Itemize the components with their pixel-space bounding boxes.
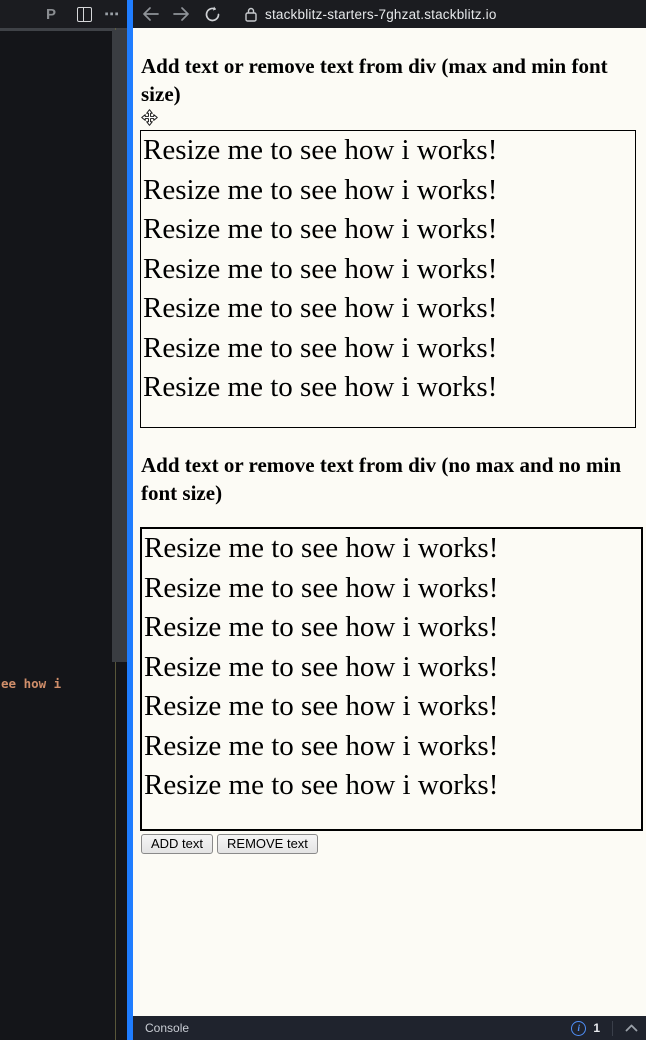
console-separator (612, 1021, 613, 1036)
lock-icon[interactable] (243, 0, 259, 28)
split-panel-glyph (77, 7, 92, 22)
section-heading-nolimit: Add text or remove text from div (no max and no min font size) (141, 453, 622, 505)
resize-text-line: Resize me to see how i works! (144, 729, 499, 762)
code-fragment: ee how i (1, 676, 62, 691)
chevron-up-icon[interactable] (625, 1024, 638, 1032)
editor-top-separator (0, 28, 127, 31)
resize-text-line: Resize me to see how i works! (144, 690, 499, 722)
browser-toolbar (0, 0, 646, 28)
resize-text-line: Resize me to see how i works! (143, 213, 498, 245)
resize-text-line: Resize me to see how i works! (143, 173, 498, 206)
split-panel-icon[interactable] (75, 0, 93, 28)
more-options-icon[interactable]: ⋯ (104, 6, 120, 23)
resizable-div-nolimit[interactable] (140, 527, 643, 831)
move-cursor-icon (141, 109, 158, 126)
address-bar-url[interactable]: stackblitz-starters-7ghzat.stackblitz.io (265, 6, 497, 22)
resize-text-line: Resize me to see how i works! (143, 371, 498, 403)
console-message-count: 1 (593, 1021, 600, 1035)
back-icon[interactable] (140, 0, 160, 28)
pane-resize-divider[interactable] (127, 0, 133, 1040)
code-editor-panel[interactable] (0, 28, 127, 1040)
editor-scrollbar[interactable] (112, 30, 127, 662)
prettier-icon[interactable]: P (45, 5, 56, 23)
resize-text-line: Resize me to see how i works! (143, 134, 498, 166)
remove-text-button[interactable]: REMOVE text (217, 834, 318, 854)
console-bar[interactable] (133, 1016, 646, 1040)
section-heading-minmax: Add text or remove text from div (max and min font size) (141, 54, 608, 106)
add-text-button[interactable]: ADD text (141, 834, 213, 854)
resizable-div-minmax[interactable] (140, 130, 636, 428)
text-controls (141, 834, 318, 854)
resize-text-line: Resize me to see how i works! (144, 611, 499, 643)
resize-text-line: Resize me to see how i works! (144, 571, 499, 604)
resize-text-line: Resize me to see how i works! (144, 650, 499, 683)
info-icon: i (571, 1021, 586, 1036)
resize-text-line: Resize me to see how i works! (144, 769, 499, 801)
resize-text-line: Resize me to see how i works! (143, 331, 498, 364)
console-label: Console (145, 1021, 190, 1035)
resize-text-line: Resize me to see how i works! (143, 252, 498, 285)
console-status (571, 1021, 638, 1036)
refresh-icon[interactable] (202, 0, 222, 28)
preview-pane (133, 28, 646, 1016)
resize-text-line: Resize me to see how i works! (143, 292, 498, 324)
resize-text-line: Resize me to see how i works! (144, 532, 499, 564)
forward-icon[interactable] (171, 0, 191, 28)
